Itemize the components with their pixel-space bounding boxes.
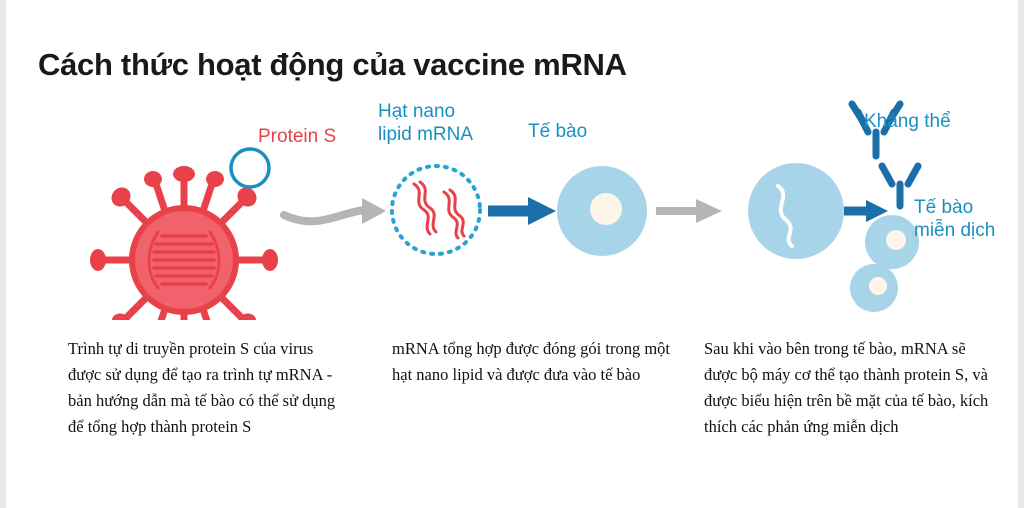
label-lipid-nanoparticle <box>378 100 473 146</box>
lipid-nanoparticle-illustration <box>392 166 480 254</box>
label-cell: Tế bào <box>528 121 588 142</box>
label-lipid-nanoparticle-line1: Hạt nano <box>378 101 456 122</box>
caption-step-2: mRNA tổng hợp được đóng gói trong một hạt nano lipid và được đưa vào tế bào <box>392 339 671 384</box>
page-title: Cách thức hoạt động của vaccine mRNA <box>38 46 627 82</box>
caption-step-3: Sau khi vào bên trong tế bào, mRNA sẽ được bộ máy cơ thể tạo thành protein S, và được biểu hiện trên bề mặt của tế bào, kích thích các phản ứng miễn dịch <box>704 339 989 436</box>
caption-step-1: Trình tự di truyền protein S của virus được sử dụng để tạo ra trình tự mRNA - bản hướng dẫn mà tế bào có thể sử dụng để tổng hợp thành protein S <box>68 339 336 436</box>
label-immune-cell <box>914 196 995 242</box>
protein-s-callout <box>231 149 269 187</box>
label-protein-s: Protein S <box>258 126 337 147</box>
label-immune-cell-line1: Tế bào <box>914 197 974 218</box>
immune-cells-illustration <box>850 215 919 312</box>
label-lipid-nanoparticle-line2: lipid mRNA <box>378 124 474 145</box>
arrow-virus-to-nano <box>284 198 386 224</box>
virus-illustration <box>90 166 278 320</box>
cell-illustration <box>557 166 647 256</box>
arrow-nano-to-cell <box>488 197 556 225</box>
arrow-cell-to-response <box>656 199 722 223</box>
label-antibody: Kháng thể <box>864 111 951 132</box>
label-immune-cell-line2: miễn dịch <box>914 220 996 241</box>
